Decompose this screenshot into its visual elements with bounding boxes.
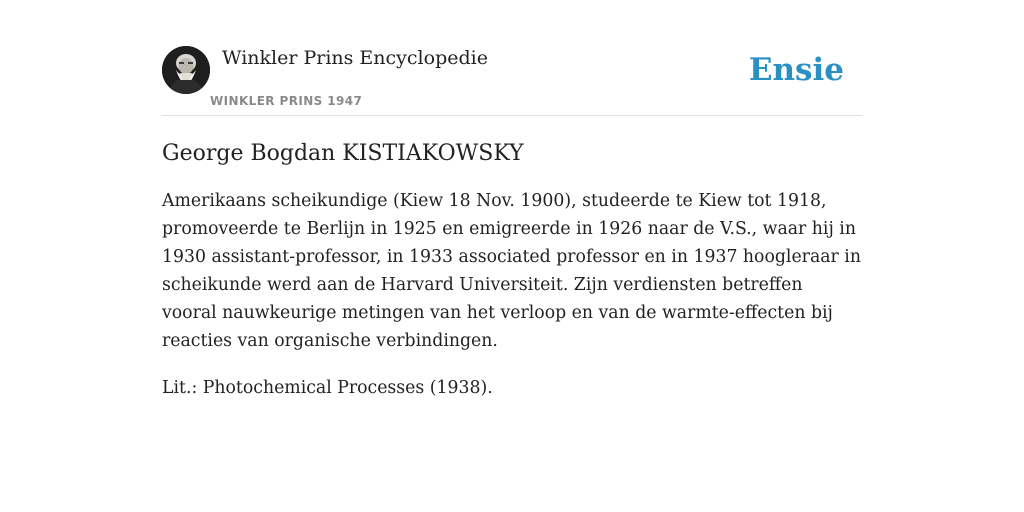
source-header (162, 46, 862, 116)
source-subtitle: WINKLER PRINS 1947 (210, 94, 363, 108)
source-avatar[interactable] (162, 46, 210, 94)
bearded-portrait-icon (162, 46, 210, 94)
source-title[interactable]: Winkler Prins Encyclopedie (222, 47, 488, 69)
entry-content (162, 138, 862, 402)
entry-literature: Lit.: Photochemical Processes (1938). (162, 378, 493, 398)
ensie-logo-link[interactable]: Ensie (748, 52, 844, 88)
entry-body: Amerikaans scheikundige (Kiew 18 Nov. 1900), studeerde te Kiew tot 1918, promoveerde te Berlijn in 1925 en emigreerde in 1926 naar de V.S., waar hij in 1930 assistant-professor, in 1933 associated professor en in 1937 hoogleraar in scheikunde werd aan de Harvard Universiteit. Zijn verdiensten betreffen vooral nauwkeurige metingen van het verloop en van de warmte-effecten bij reacties van organische verbindingen. (162, 191, 861, 351)
entry-title: George Bogdan KISTIAKOWSKY (162, 141, 524, 166)
